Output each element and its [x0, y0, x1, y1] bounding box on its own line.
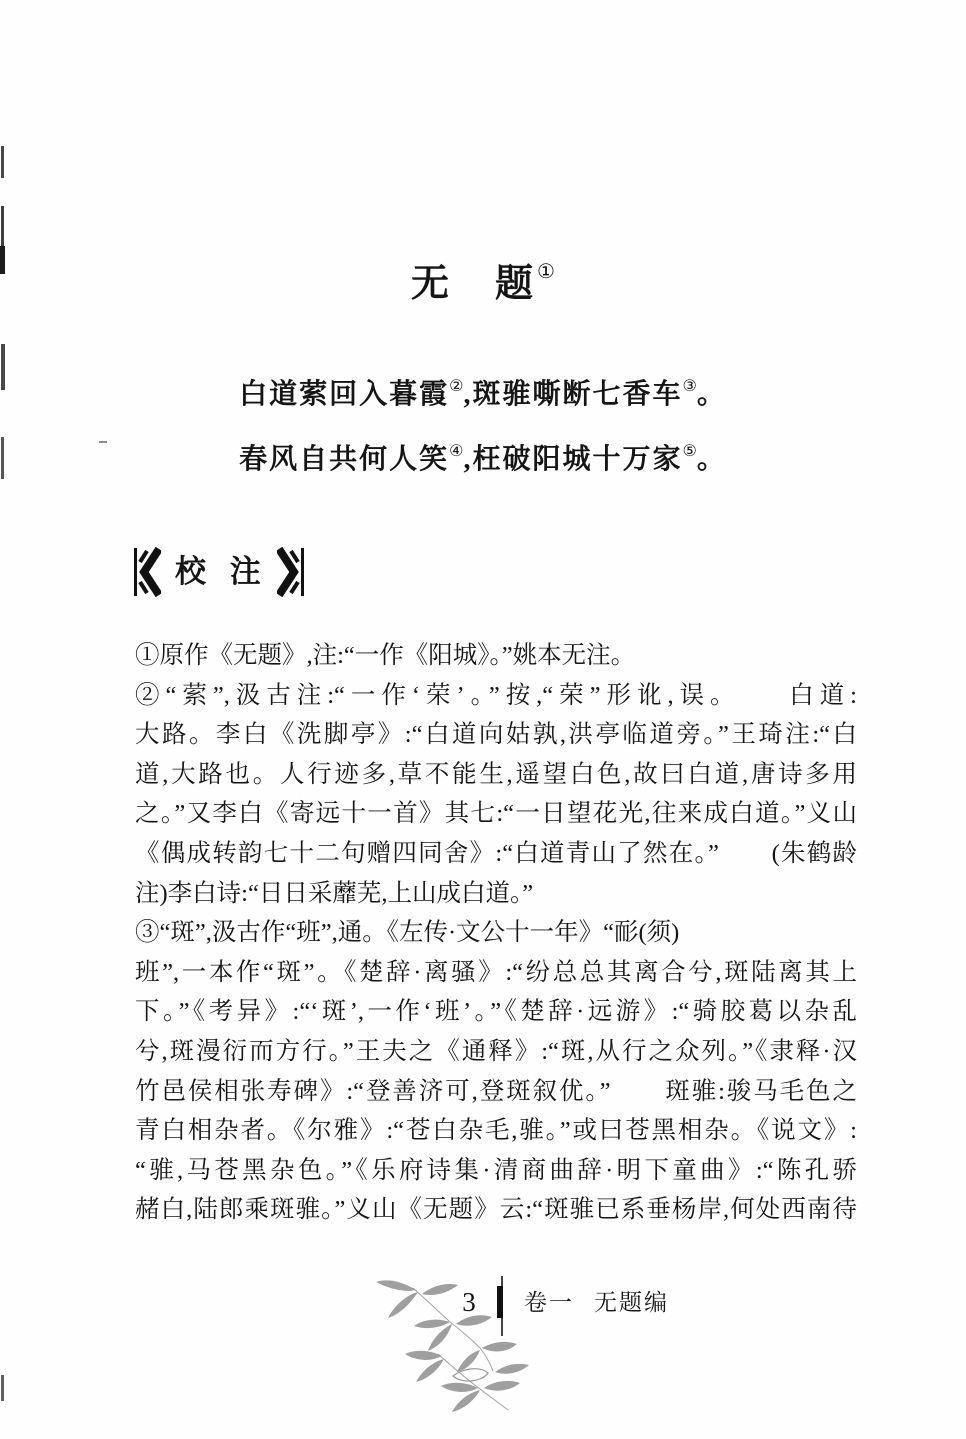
section-label: 无题编 [594, 1290, 669, 1315]
poem-line [0, 358, 966, 423]
annotation-line: 注)李白诗:“日日采蘼芜,上山成白道。” [135, 879, 534, 907]
annotation-line: 竹邑侯相张寿碑》:“登善济可,登斑叙优。” 斑骓:骏马毛色之 [135, 1077, 857, 1105]
section-title: 校 注 [175, 554, 269, 589]
right-bracket-ornament [277, 547, 305, 597]
page-title [0, 252, 966, 307]
annotation-line: ①原作《无题》,注:“一作《阳城》。”姚本无注。 [135, 642, 636, 669]
poem-text: ,斑骓嘶断七香车 [463, 379, 683, 410]
annotation-line: “骓,马苍黑杂色。”《乐府诗集·清商曲辞·明下童曲》:“陈孔骄 [135, 1156, 857, 1184]
poem-line [0, 423, 966, 488]
poem-text: 。 [696, 379, 727, 410]
annotation-line: 道,大路也。人行迹多,草不能生,遥望白色,故曰白道,唐诗多用 [135, 760, 857, 788]
scan-artifact [1, 1375, 4, 1401]
volume-label: 卷一 [524, 1290, 574, 1315]
title-text: 无 题 [411, 263, 538, 305]
annotation-line: 兮,斑漫衍而方行。”王夫之《通释》:“斑,从行之众列。”《隶释·汉 [135, 1037, 857, 1065]
page-footer [452, 1276, 669, 1336]
annotation-line: ②“萦”,汲古注:“一作‘荣’。”按,“荣”形讹,误。 白道: [135, 681, 857, 709]
page-number: 3 [462, 1287, 476, 1317]
poem-text: 春风自共何人笑 [239, 444, 450, 475]
annotation-line: 下。”《考异》:“‘斑’,一作‘班’。”《楚辞·远游》:“骑胶葛以杂乱 [135, 998, 857, 1026]
annotation-line: ③“斑”,汲古作“班”,通。《左传·文公十一年》“耏(须) [135, 919, 680, 947]
left-bracket-ornament [133, 547, 161, 597]
note-marker: ② [449, 378, 464, 395]
annotation-line: 《偶成转韵七十二句赠四同舍》:“白道青山了然在。” (朱鹤龄 [135, 839, 857, 867]
annotation-line: 青白相杂者。《尔雅》:“苍白杂毛,骓。”或曰苍黑相杂。《说文》: [135, 1117, 857, 1145]
section-header [133, 546, 305, 598]
poem-text: 白道萦回入暮霞 [239, 379, 450, 410]
note-marker: ④ [449, 443, 464, 460]
annotations-block [135, 636, 857, 1230]
poem-text: 。 [696, 444, 727, 475]
note-marker: ⑤ [682, 443, 697, 460]
annotation-line: 赭白,陆郎乘斑骓。”义山《无题》云:“斑骓已系垂杨岸,何处西南待 [135, 1196, 857, 1224]
annotation-line: 班”,一本作“斑”。《楚辞·离骚》:“纷总总其离合兮,斑陆离其上 [135, 958, 857, 986]
note-marker: ③ [682, 378, 697, 395]
footer-divider [492, 1276, 512, 1336]
poem [0, 358, 966, 488]
running-title [524, 1276, 669, 1320]
scan-artifact [1, 146, 4, 178]
annotation-line: 大路。李白《洗脚亭》:“白道向姑孰,洪亭临道旁。”王琦注:“白 [135, 721, 857, 749]
title-note-marker: ① [537, 261, 555, 283]
poem-text: ,枉破阳城十万家 [463, 444, 683, 475]
annotation-line: 之。”又李白《寄远十一首》其七:“一日望花光,往来成白道。”义山 [135, 800, 857, 828]
